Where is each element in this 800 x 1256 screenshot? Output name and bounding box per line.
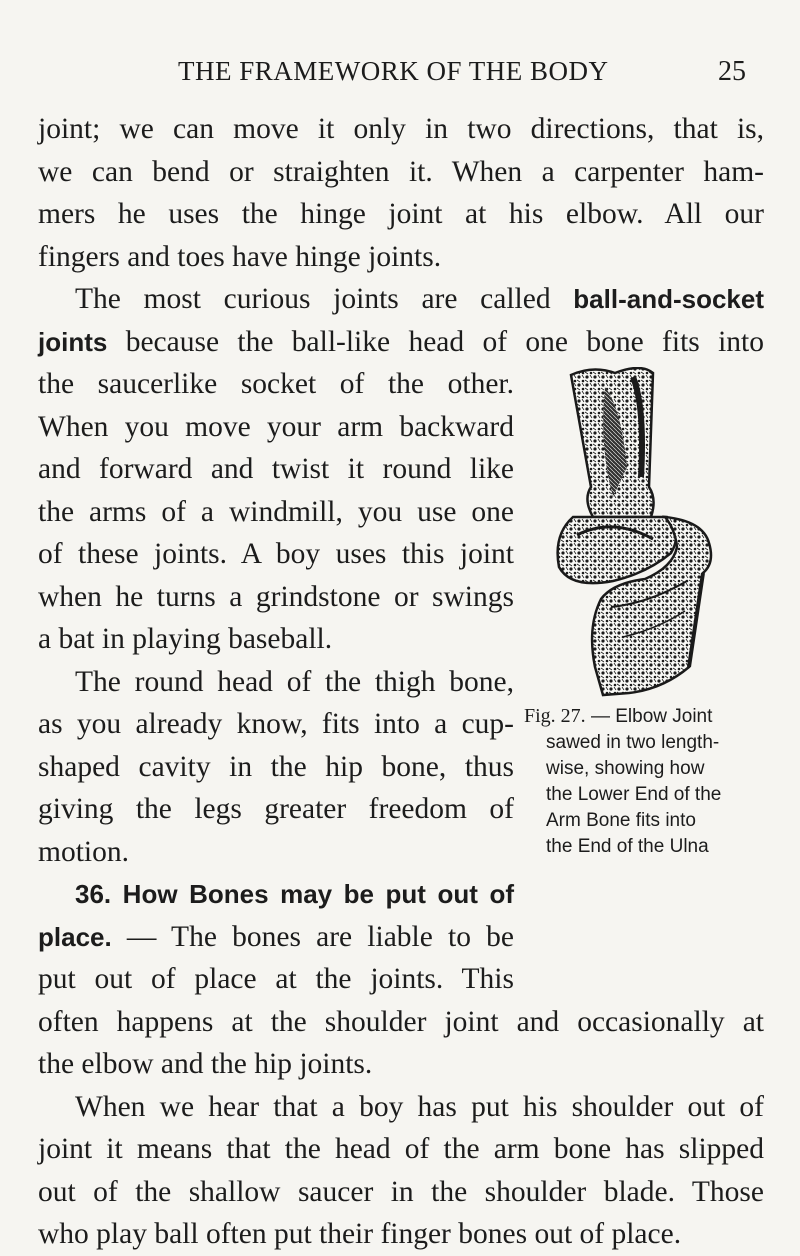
text-line: we can bend or straighten it. When a carpenter ham-: [38, 155, 764, 188]
term-ball-and-socket: ball-and-socket: [573, 284, 764, 314]
text-line: [38, 916, 514, 959]
text-line: joint it means that the head of the arm bone has slipped: [38, 1133, 764, 1165]
text-line: who play ball often put their finger bones out of place.: [38, 1218, 682, 1250]
text-line: a bat in playing baseball.: [38, 623, 333, 655]
text-line: often happens at the shoulder joint and occasionally at: [38, 1005, 764, 1038]
text-line: as you already know, fits into a cup-: [38, 708, 514, 740]
caption-text: — Elbow Joint: [585, 706, 713, 727]
caption-line: Arm Bone fits into: [546, 810, 696, 831]
text-line: [38, 278, 764, 321]
text-line: the elbow and the hip joints.: [38, 1048, 373, 1080]
elbow-joint-illustration: [553, 367, 713, 697]
text-line: when he turns a grindstone or swings: [38, 580, 514, 613]
text-line: put out of place at the joints. This: [38, 963, 514, 995]
figure-caption: [524, 703, 774, 860]
text-line: giving the legs greater freedom of: [38, 793, 514, 825]
text-line: motion.: [38, 835, 129, 868]
page-number: 25: [718, 56, 746, 87]
caption-line: the Lower End of the: [546, 784, 722, 805]
text-line: [38, 321, 764, 364]
section-heading-36: [38, 873, 514, 916]
caption-line: wise, showing how: [546, 758, 705, 779]
text-run: — The bones are liable to be: [111, 920, 514, 953]
paragraph-shoulder: [38, 1086, 764, 1256]
term-joints: joints: [38, 326, 108, 357]
humerus-shaft: [571, 368, 654, 517]
text-line: of these joints. A boy uses this joint: [38, 538, 514, 570]
caption-line: sawed in two length-: [546, 732, 720, 753]
paragraph-hinge-joint: [38, 108, 764, 278]
text-line: the saucerlike socket of the other.: [38, 368, 514, 400]
paragraph-section-36: [38, 873, 764, 1086]
text-run: The most curious joints are called: [75, 283, 551, 315]
text-line: When we hear that a boy has put his shoulder out of: [75, 1090, 764, 1123]
section-heading-text: 36. How Bones may be put out of: [75, 879, 514, 909]
running-header: [0, 56, 800, 96]
text-line: fingers and toes have hinge joints.: [38, 240, 442, 273]
section-heading-end: place.: [38, 921, 112, 952]
text-line: out of the shallow saucer in the shoulder blade. Those: [38, 1175, 764, 1208]
text-run: because the ball-like head of one bone fits into: [125, 325, 764, 358]
caption-line: [524, 703, 774, 730]
text-line: and forward and twist it round like: [38, 453, 514, 485]
running-title: THE FRAMEWORK OF THE BODY: [178, 56, 609, 86]
caption-line: the End of the Ulna: [546, 836, 709, 857]
text-line: The round head of the thigh bone,: [75, 665, 514, 698]
text-line: shaped cavity in the hip bone, thus: [38, 750, 514, 783]
figure-label: Fig. 27.: [524, 705, 586, 727]
text-line: When you move your arm backward: [38, 410, 514, 443]
text-line: mers he uses the hinge joint at his elbow. All our: [38, 198, 764, 230]
text-line: the arms of a windmill, you use one: [38, 495, 514, 528]
text-line: joint; we can move it only in two directions, that is,: [38, 113, 764, 145]
